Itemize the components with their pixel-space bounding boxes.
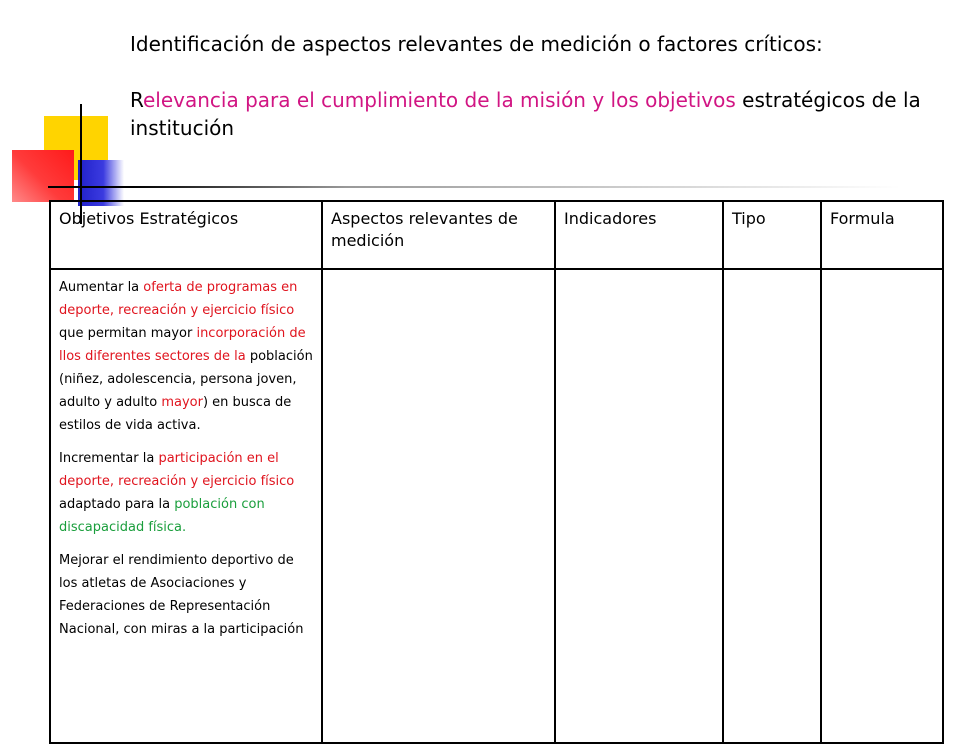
objective-2-text: adaptado para la xyxy=(59,497,175,512)
subtitle-highlight: elevancia para el cumplimiento de la misión y los objetivos xyxy=(143,88,736,112)
objective-1-highlight: mayor xyxy=(161,395,203,410)
decorative-red-square xyxy=(12,150,74,202)
subtitle-first-letter: R xyxy=(130,88,143,112)
objective-2-highlight-green: población con discapacidad física. xyxy=(59,497,265,535)
objective-1-highlight: incorporación de llos diferentes sectores de la xyxy=(59,326,306,364)
table-row xyxy=(50,269,943,743)
objective-1-text: Aumentar la xyxy=(59,280,144,295)
decorative-horizontal-line xyxy=(48,186,900,188)
cell-formula xyxy=(821,269,943,743)
heading xyxy=(130,30,930,142)
objective-3 xyxy=(59,549,313,641)
objective-1-text: población (niñez, adolescencia, persona joven, adulto y adulto xyxy=(59,349,313,410)
header-tipo: Tipo xyxy=(723,201,821,269)
cell-aspectos xyxy=(322,269,555,743)
header-aspectos: Aspectos relevantes de medición xyxy=(322,201,555,269)
page-title: Identificación de aspectos relevantes de medición o factores críticos: xyxy=(130,32,823,56)
header-formula: Formula xyxy=(821,201,943,269)
subtitle-rest: estratégicos de la institución xyxy=(130,88,921,140)
objective-3-text: Mejorar el rendimiento deportivo de los atletas de Asociaciones y Federaciones de Representación Nacional, con miras a la participación xyxy=(59,553,304,637)
objectives-table xyxy=(49,200,944,744)
header-indicadores: Indicadores xyxy=(555,201,723,269)
objective-1 xyxy=(59,276,313,437)
objective-1-text: que permitan mayor xyxy=(59,326,197,341)
table-header-row xyxy=(50,201,943,269)
objective-2-highlight: participación en el deporte, recreación y ejercicio físico xyxy=(59,451,295,489)
objective-1-text: ) en busca de estilos de vida activa. xyxy=(59,395,292,433)
objective-2 xyxy=(59,447,313,539)
cell-indicadores xyxy=(555,269,723,743)
page-subtitle xyxy=(130,86,930,142)
objective-2-text: Incrementar la xyxy=(59,451,159,466)
cell-objetivos xyxy=(50,269,322,743)
objective-1-highlight: oferta de programas en deporte, recreación y ejercicio físico xyxy=(59,280,298,318)
header-objetivos: Objetivos Estratégicos xyxy=(50,201,322,269)
cell-tipo xyxy=(723,269,821,743)
